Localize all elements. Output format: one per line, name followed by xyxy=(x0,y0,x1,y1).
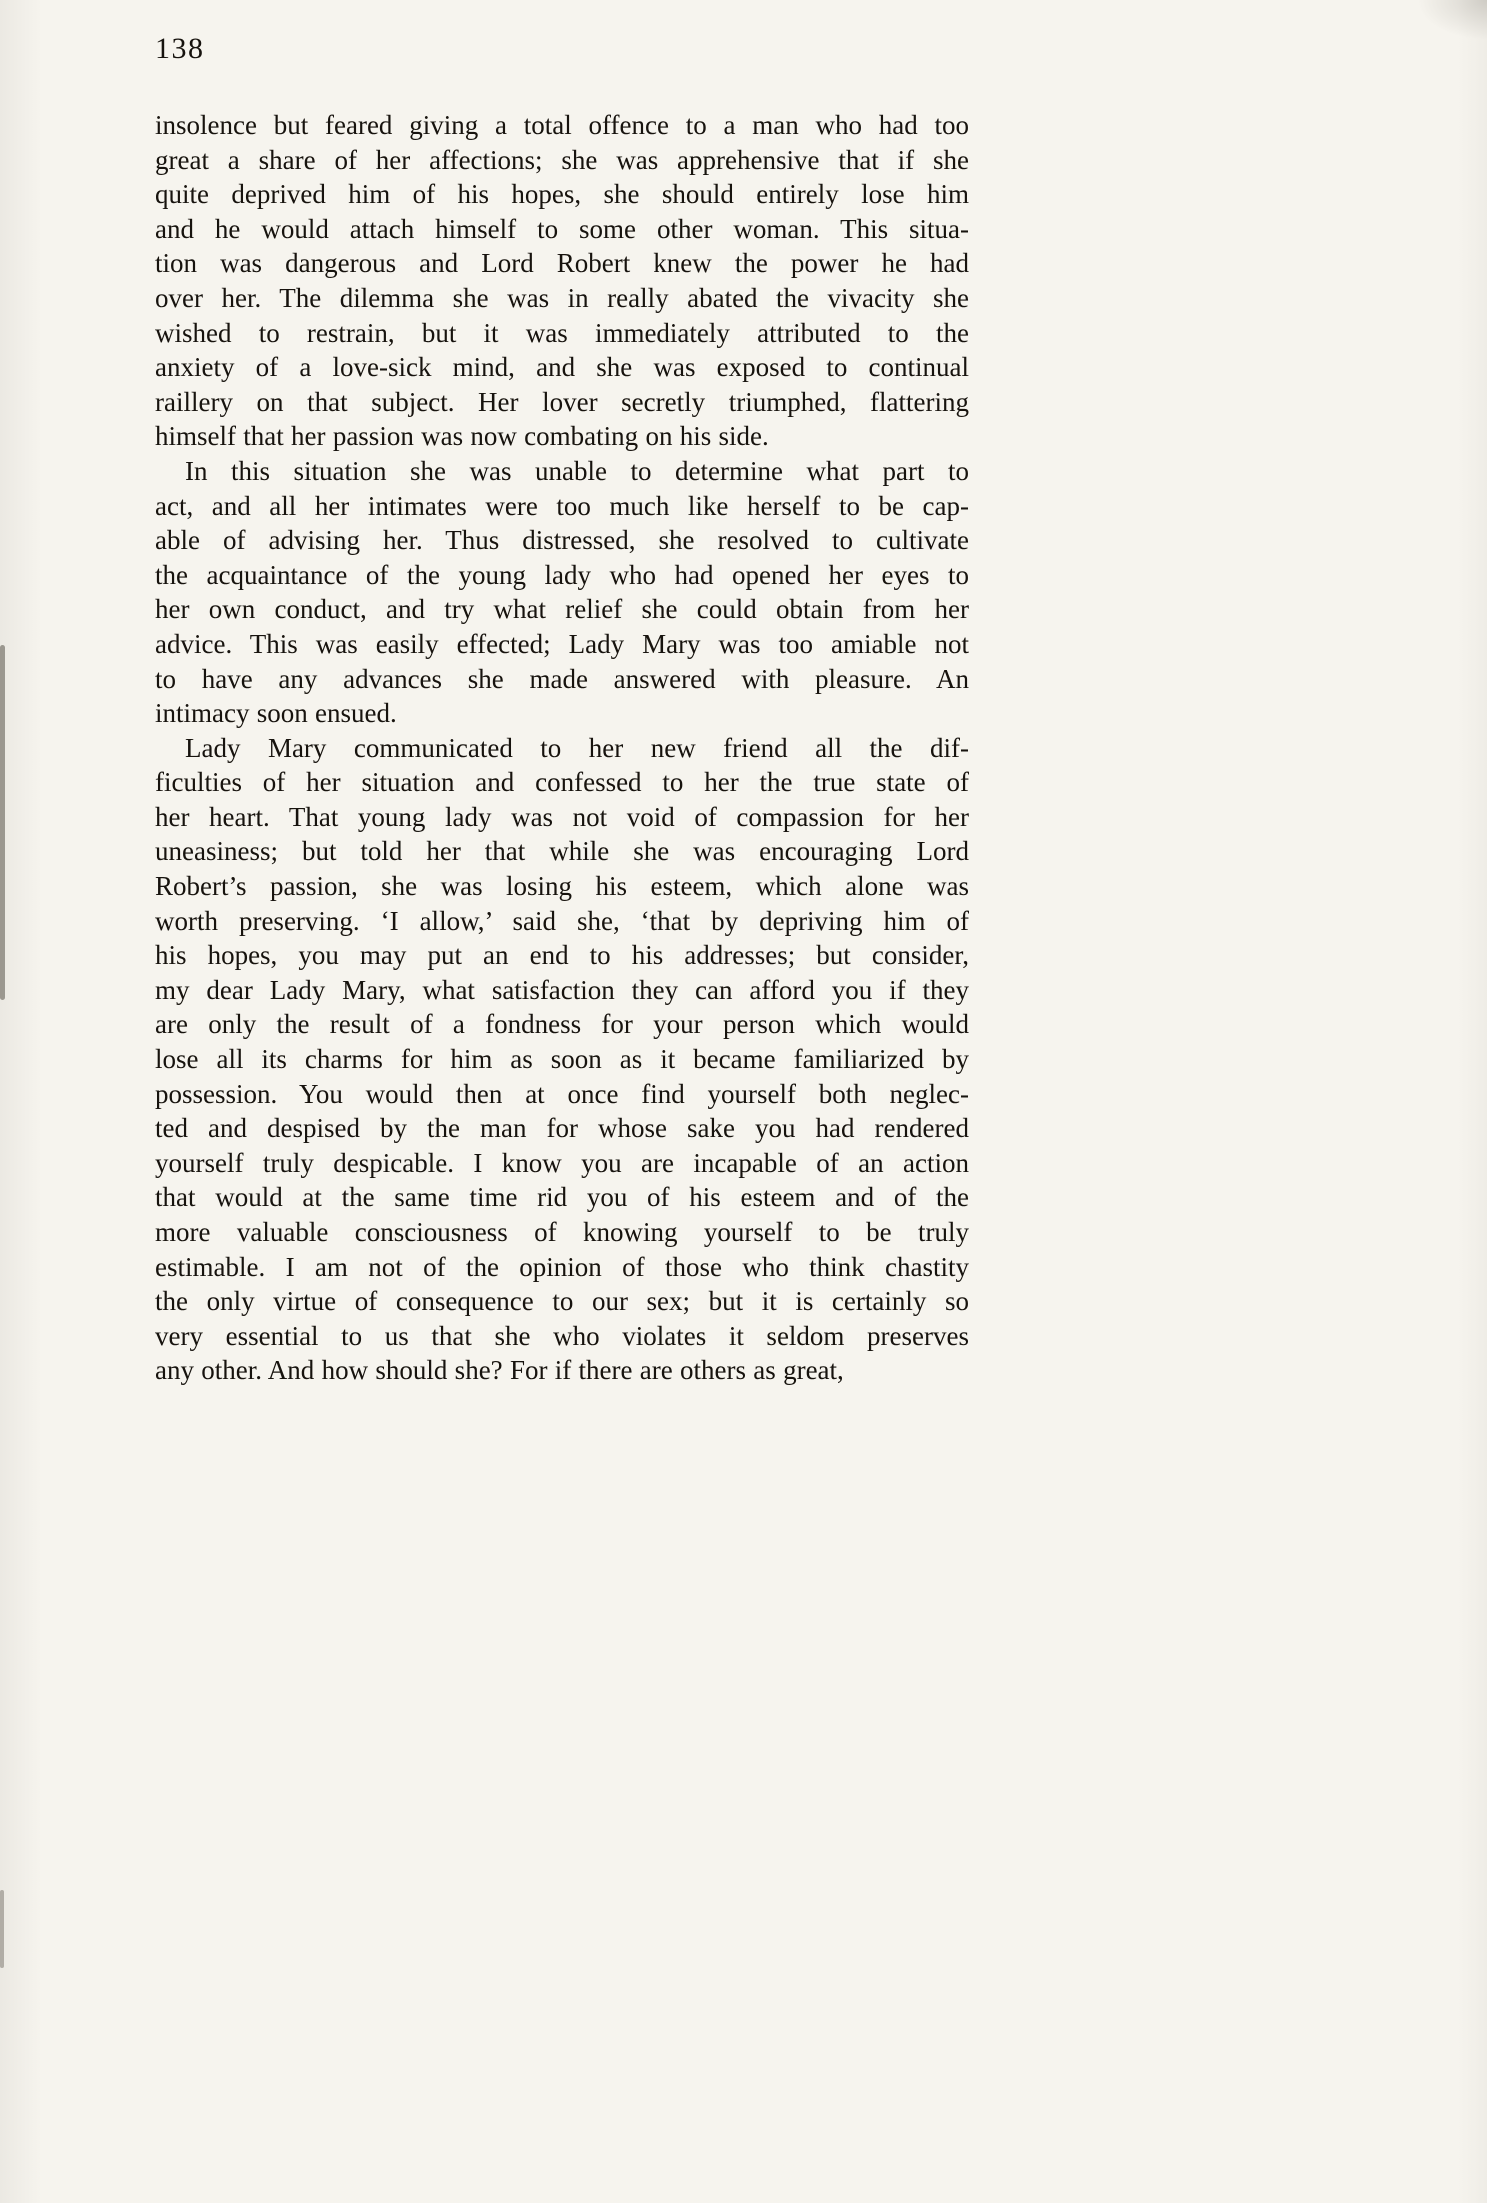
text-line: quite deprived him of his hopes, she should entirely lose him xyxy=(155,179,969,210)
paragraph xyxy=(155,108,969,454)
text-line: yourself truly despicable. I know you are incapable of an action xyxy=(155,1147,969,1178)
paragraph xyxy=(155,454,969,731)
text-line: very essential to us that she who violates it seldom preserves xyxy=(155,1320,969,1351)
text-line: lose all its charms for him as soon as it became familiarized by xyxy=(155,1044,969,1075)
page-number: 138 xyxy=(155,32,205,65)
page-text xyxy=(155,108,969,1388)
text-line: her heart. That young lady was not void of compassion for her xyxy=(155,801,969,832)
text-line: In this situation she was unable to determine what part to xyxy=(185,455,969,486)
text-line: her own conduct, and try what relief she could obtain from her xyxy=(155,594,969,625)
text-line: worth preserving. ‘I allow,’ said she, ‘that by depriving him of xyxy=(155,905,969,936)
paragraph xyxy=(155,731,969,1388)
text-line: wished to restrain, but it was immediately attributed to the xyxy=(155,317,969,348)
text-line: the only virtue of consequence to our sex; but it is certainly so xyxy=(155,1286,969,1317)
text-line: intimacy soon ensued. xyxy=(155,698,397,729)
text-line: Lady Mary communicated to her new friend all the dif- xyxy=(185,732,969,763)
text-line: his hopes, you may put an end to his addresses; but consider, xyxy=(155,940,969,971)
text-line: uneasiness; but told her that while she was encouraging Lord xyxy=(155,836,969,867)
text-line: Robert’s passion, she was losing his esteem, which alone was xyxy=(155,871,969,902)
text-line: tion was dangerous and Lord Robert knew the power he had xyxy=(155,248,969,279)
text-line: the acquaintance of the young lady who had opened her eyes to xyxy=(155,559,969,590)
text-line: any other. And how should she? For if there are others as great, xyxy=(155,1355,844,1386)
text-line: my dear Lady Mary, what satisfaction they can afford you if they xyxy=(155,974,969,1005)
text-line: and he would attach himself to some other woman. This situa- xyxy=(155,213,969,244)
text-line: are only the result of a fondness for your person which would xyxy=(155,1009,969,1040)
text-line: himself that her passion was now combating on his side. xyxy=(155,421,769,452)
text-line: more valuable consciousness of knowing yourself to be truly xyxy=(155,1217,969,1247)
text-line: ficulties of her situation and confessed to her the true state of xyxy=(155,767,969,798)
text-line: to have any advances she made answered with pleasure. An xyxy=(155,663,969,694)
text-line: over her. The dilemma she was in really abated the vivacity she xyxy=(155,282,969,313)
scan-artifact-left-edge xyxy=(0,645,5,1000)
text-line: advice. This was easily effected; Lady Mary was too amiable not xyxy=(155,628,969,659)
text-line: that would at the same time rid you of his esteem and of the xyxy=(155,1182,969,1213)
text-line: insolence but feared giving a total offence to a man who had too xyxy=(155,110,969,140)
text-line: act, and all her intimates were too much like herself to be cap- xyxy=(155,490,969,521)
text-line: great a share of her affections; she was apprehensive that if she xyxy=(155,144,969,175)
text-line: estimable. I am not of the opinion of those who think chastity xyxy=(155,1251,969,1282)
text-line: possession. You would then at once find yourself both neglec- xyxy=(155,1078,969,1109)
text-line: able of advising her. Thus distressed, she resolved to cultivate xyxy=(155,525,969,556)
text-line: ted and despised by the man for whose sake you had rendered xyxy=(155,1113,969,1144)
scan-artifact-left-edge-lower xyxy=(0,1890,4,1968)
scan-artifact-corner-shadow xyxy=(1417,0,1487,40)
text-line: raillery on that subject. Her lover secretly triumphed, flattering xyxy=(155,386,969,417)
text-line: anxiety of a love-sick mind, and she was exposed to continual xyxy=(155,352,969,383)
